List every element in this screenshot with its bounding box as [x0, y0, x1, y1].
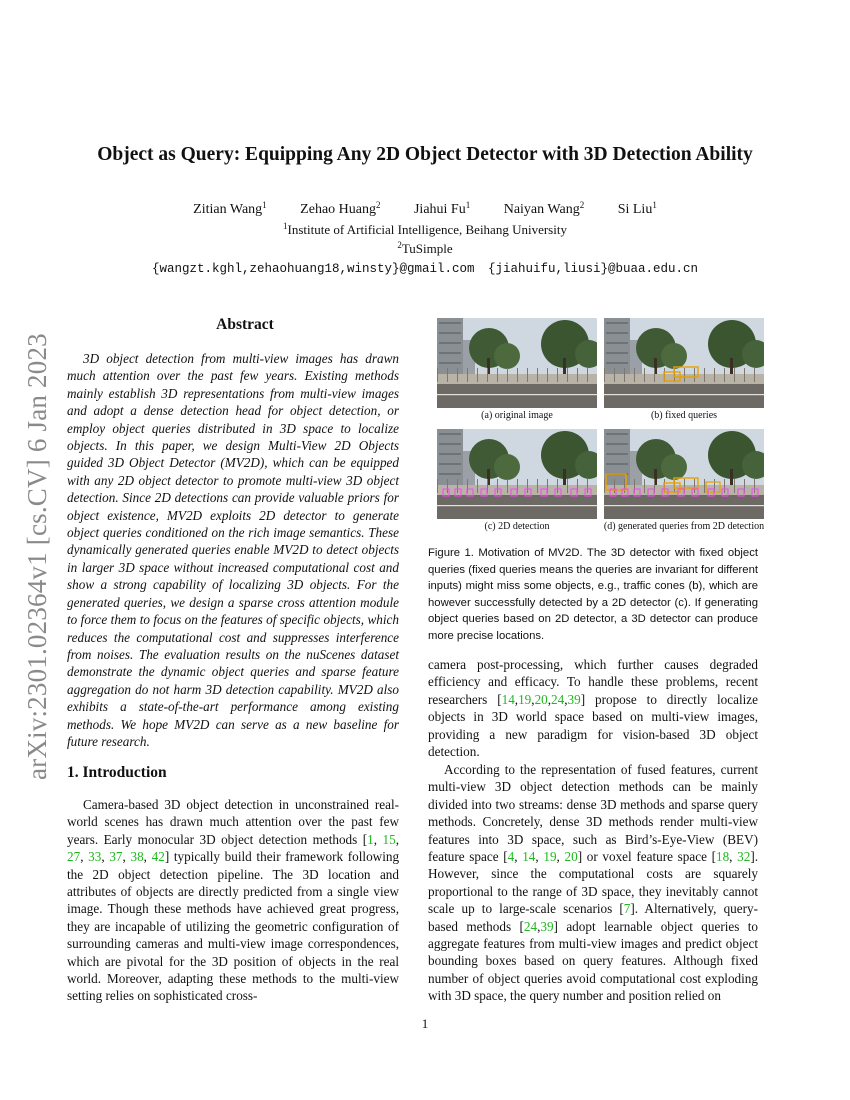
building-stripe	[606, 362, 628, 364]
building-stripe	[606, 453, 628, 455]
fence-post	[724, 368, 725, 382]
tree-canopy	[661, 454, 687, 480]
road	[437, 495, 597, 519]
email: {jiahuifu,liusi}@buaa.edu.cn	[488, 262, 699, 276]
fence-post	[497, 479, 498, 493]
affiliation: $^2$TuSimple	[397, 240, 453, 256]
citation-link[interactable]: 20	[564, 849, 578, 865]
road	[604, 495, 764, 519]
citation-link[interactable]: 24	[523, 918, 538, 934]
building-stripe	[439, 322, 461, 324]
fence-post	[527, 368, 528, 382]
fence-post	[744, 368, 745, 382]
fence-post	[734, 368, 735, 382]
figure-panel-generated-queries	[604, 429, 764, 519]
fence-post	[507, 368, 508, 382]
road	[437, 384, 597, 408]
fence-post	[614, 479, 615, 493]
fence-post	[634, 368, 635, 382]
arxiv-stamp: arXiv:2301.02364v1 [cs.CV] 6 Jan 2023	[22, 333, 52, 780]
fence-post	[457, 368, 458, 382]
street-scene-photo	[437, 429, 597, 519]
fence-post	[754, 479, 755, 493]
subfigure-caption: (a) original image	[481, 410, 553, 421]
fence-post	[447, 368, 448, 382]
fence-post	[704, 479, 705, 493]
fence-post	[604, 368, 605, 382]
citation-link[interactable]: 38	[130, 849, 144, 865]
fence-post	[557, 479, 558, 493]
fence-post	[477, 479, 478, 493]
fence-post	[577, 368, 578, 382]
citation-link[interactable]: 4	[507, 849, 515, 865]
citation-link[interactable]: 14	[522, 849, 536, 865]
street-scene-photo	[437, 318, 597, 408]
fence-post	[447, 479, 448, 493]
citation-link[interactable]: 20	[534, 691, 548, 707]
lane-marking	[437, 394, 597, 395]
fence-post	[694, 479, 695, 493]
citation-link[interactable]: 1	[367, 831, 374, 847]
fence-post	[457, 479, 458, 493]
building-stripe	[606, 352, 628, 354]
figure-panel-fixed-queries	[604, 318, 764, 408]
citation-link[interactable]: 18	[715, 849, 730, 865]
fence-post	[714, 368, 715, 382]
abstract-body: 3D object detection from multi-view images has drawn much attention over the past few years. Existing methods mainly establish 3D representations from multi-view images and adopt a dense detection head for object detection, or employ object queries distributed in 3D space to localize objects. In this paper, we design Multi-View 2D Objects guided 3D Object Detector (MV2D), which can be equipped with any 2D object detector to promote multi-view 3D object detection. Since 2D detections can provide valuable priors for object existence, MV2D exploits 2D detector to generate object queries conditioned on the rich image semantics. These dynamically generated queries enable MV2D to detect objects in larger 3D space without increased computational cost and show a strong capability of localizing 3D objects. For the generated queries, we design a sparse cross attention module to force them to focus on the features of specific objects, which reduces the computational cost and suppresses interference from noises. The evaluation results on the nuScenes dataset demonstrate the dynamic object queries and sparse feature aggregation do not harm 3D detection capability. MV2D also exhibits a state-of-the-art performance among existing methods. We hope MV2D can serve as a new baseline for future research.	[67, 351, 399, 749]
email-line	[0, 262, 850, 276]
intro-paragraph: camera post-processing, which further causes degraded efficiency and efficacy. To handle these problems, recent researchers [14,19,20,24,39] propose to directly localize objects in 3D world space based on multi-view images, providing a new paradigm for vision-based 3D object detection.	[428, 657, 758, 760]
building-stripe	[606, 463, 628, 465]
fence-post	[487, 368, 488, 382]
street-scene-photo	[604, 429, 764, 519]
fence-post	[517, 368, 518, 382]
section-heading-introduction: 1. Introduction	[67, 764, 167, 781]
subfigure-caption: (b) fixed queries	[650, 410, 718, 421]
building-stripe	[439, 453, 461, 455]
fence-post	[567, 368, 568, 382]
tree-canopy	[494, 454, 520, 480]
author-list	[0, 202, 850, 218]
building-stripe	[439, 342, 461, 344]
fence-post	[684, 368, 685, 382]
citation-link[interactable]: 19	[543, 849, 557, 865]
page-number: 1	[421, 1016, 429, 1031]
fence-post	[624, 479, 625, 493]
intro-paragraph: According to the representation of fused features, current multi-view 3D object detection methods can be mainly divided into two streams: dense 3D methods and sparse query methods. Concretely, dense 3D methods render multi-view features into 3D space, such as Bird’s-Eye-View (BEV) feature space [4, 14, 19, 20] or voxel feature space [18, 32]. However, since the computational costs are squarely proportional to the range of 3D space, they inevitably cannot scale up to large-scale scenarios [7]. Alternatively, query-based methods [24,39] adopt learnable object queries to aggregate features from multi-view images and predict object bounding boxes based on query features. Although fixed number of object queries avoid computational cost exploding with 3D space, the query number and position relied on	[428, 762, 759, 1004]
fence-post	[614, 368, 615, 382]
fence-post	[587, 368, 588, 382]
citation-link[interactable]: 27	[67, 849, 81, 865]
figure-panel-2d-detection	[437, 429, 597, 519]
citation-link[interactable]: 42	[151, 849, 165, 865]
fence-post	[537, 479, 538, 493]
subfigure-caption: (d) generated queries from 2D detection	[603, 521, 765, 532]
affiliation: $^1$Institute of Artificial Intelligence, Beihang University	[283, 221, 567, 237]
road	[604, 384, 764, 408]
fence-post	[734, 479, 735, 493]
building	[437, 318, 463, 376]
building-stripe	[439, 332, 461, 334]
building-stripe	[606, 443, 628, 445]
fence-post	[467, 368, 468, 382]
fence-post	[694, 368, 695, 382]
tree-canopy	[661, 343, 687, 369]
fence-post	[644, 479, 645, 493]
fence-post	[724, 479, 725, 493]
building-stripe	[606, 332, 628, 334]
citation-link[interactable]: 39	[567, 691, 581, 707]
citation-link[interactable]: 15	[382, 831, 396, 847]
author: Jiahui Fu$^1$	[413, 200, 471, 217]
lane-marking	[437, 505, 597, 506]
building	[437, 429, 463, 487]
citation-link[interactable]: 33	[88, 849, 102, 865]
fence-post	[704, 368, 705, 382]
author: Si Liu$^1$	[617, 200, 657, 217]
author: Zitian Wang$^1$	[193, 200, 267, 217]
building	[604, 318, 630, 376]
fence-post	[557, 368, 558, 382]
fence-post	[567, 479, 568, 493]
citation-link[interactable]: 19	[518, 691, 532, 707]
building-stripe	[439, 362, 461, 364]
building-stripe	[439, 473, 461, 475]
fence-post	[477, 368, 478, 382]
building-stripe	[439, 352, 461, 354]
citation-link[interactable]: 24	[551, 691, 565, 707]
fence-post	[754, 368, 755, 382]
author: Naiyan Wang$^2$	[503, 200, 585, 217]
street-scene-photo	[604, 318, 764, 408]
building-stripe	[606, 322, 628, 324]
citation-link[interactable]: 32	[737, 849, 751, 865]
building-stripe	[606, 433, 628, 435]
tree-canopy	[494, 343, 520, 369]
lane-marking	[604, 394, 764, 395]
citation-link[interactable]: 37	[109, 849, 123, 865]
fence-post	[527, 479, 528, 493]
fence-post	[547, 368, 548, 382]
fence-post	[437, 479, 438, 493]
fence-post	[497, 368, 498, 382]
email: {wangzt.kghl,zehaohuang18,winsty}@gmail.com	[151, 262, 475, 276]
author: Zehao Huang$^2$	[300, 200, 381, 217]
fence-post	[644, 368, 645, 382]
fence-post	[587, 479, 588, 493]
fence-post	[624, 368, 625, 382]
figure-caption: Figure 1. Motivation of MV2D. The 3D detector with fixed object queries (fixed queries means the queries are invariant for different inputs) might miss some objects, e.g., traffic cones (b), which are however successfully detected by a 2D detector (c). If generating object queries based on 2D detector, a 3D detector can produce more precise locations.	[428, 547, 758, 642]
lane-marking	[604, 505, 764, 506]
building-stripe	[439, 433, 461, 435]
fence-post	[537, 368, 538, 382]
fence-post	[507, 479, 508, 493]
paper-title: Object as Query: Equipping Any 2D Object Detector with 3D Detection Ability	[97, 144, 753, 165]
building-stripe	[606, 342, 628, 344]
citation-link[interactable]: 14	[501, 691, 515, 707]
building-stripe	[439, 443, 461, 445]
fence-post	[437, 368, 438, 382]
figure-panel-original-image	[437, 318, 597, 408]
citation-link[interactable]: 7	[623, 901, 631, 917]
intro-paragraph: Camera-based 3D object detection in unconstrained real-world scenes has drawn much attention over the past few years. Early monocular 3D object detection methods [1, 15, 27, 33, 37, 38, 42] typically build their framework following the 2D object detection pipeline. The 3D location and attributes of objects are directly predicted from a single view image. Though these methods have achieved great progress, they are incapable of utilizing the geometric configuration of surrounding cameras and multi-view image correspondences, which are pivotal for the 3D position of objects in the real world. Moreover, adapting these methods to the multi-view setting relies on sophisticated cross-	[67, 797, 400, 1004]
abstract-heading: Abstract	[216, 316, 274, 333]
subfigure-caption: (c) 2D detection	[484, 521, 550, 532]
building-stripe	[439, 463, 461, 465]
citation-link[interactable]: 39	[540, 918, 554, 934]
fence-post	[604, 479, 605, 493]
fence-post	[654, 368, 655, 382]
